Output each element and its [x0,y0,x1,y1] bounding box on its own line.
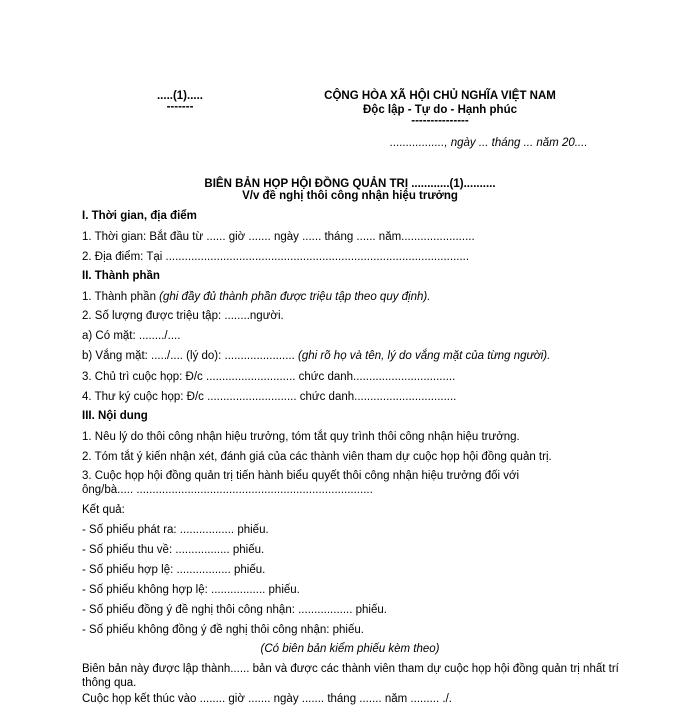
section-heading-content: III. Nội dung [82,410,148,422]
meeting-time: 1. Thời gian: Bắt đầu từ ...... giờ ....... ngày ...... tháng ...... năm....................... [82,231,475,243]
meeting-chair: 3. Chủ trì cuộc họp: Đ/c ............................ chức danh................................ [82,371,456,383]
meeting-secretary: 4. Thư ký cuộc họp: Đ/c ............................ chức danh................................ [82,391,457,403]
country-name: CỘNG HÒA XÃ HỘI CHỦ NGHĨA VIỆT NAM [324,90,556,102]
motto-underline: --------------- [411,115,469,127]
result-label: Kết quả: [82,504,125,516]
result-agree: - Số phiếu đồng ý đề nghị thôi công nhận: ................. phiếu. [82,604,387,616]
present-count: a) Có mặt: ......../.... [82,330,181,342]
meeting-place: 2. Địa điểm: Tại ............................................................................................... [82,251,470,263]
result-invalid: - Số phiếu không hợp lệ: ................. phiếu. [82,584,300,596]
org-code: .....(1)..... [156,90,203,102]
absent-note: (ghi rõ họ và tên, lý do vắng mặt của từng người). [298,350,551,362]
content-item-3: 3. Cuộc họp hội đồng quản trị tiến hành biểu quyết thôi công nhận hiệu trưởng đối với ông/bà..... .......................................................................... [82,470,520,496]
section-heading-time-place: I. Thời gian, địa điểm [82,210,197,222]
members-prefix: 1. Thành phần [82,291,160,303]
date-line: ................., ngày ... tháng ... năm 20.... [390,137,588,149]
national-motto: Độc lập - Tự do - Hạnh phúc [363,104,517,116]
content-item-1: 1. Nêu lý do thôi công nhận hiệu trưởng, tóm tắt quy trình thôi công nhận hiệu trưởng. [82,431,520,443]
meeting-end: Cuộc họp kết thúc vào ........ giờ ....... ngày ....... tháng ....... năm ......... ./. [82,693,452,705]
absent-prefix: b) Vắng mặt: ...../.... (lý do): ...................... [82,350,299,362]
members-note: (ghi đầy đủ thành phần được triệu tập theo quy định). [159,291,431,303]
members-line [82,290,430,304]
closing-statement: Biên bản này được lập thành...... bản và được các thành viên tham dự cuộc họp hội đồng quản trị nhất trí thông qua. [82,663,619,689]
result-disagree: - Số phiếu không đồng ý đề nghị thôi công nhận: phiếu. [82,624,364,636]
result-valid: - Số phiếu hợp lệ: ................. phiếu. [82,564,266,576]
org-underline: ------- [166,101,194,113]
section-heading-members: II. Thành phần [82,270,160,282]
document-subject: V/v đề nghị thôi công nhận hiệu trưởng [242,190,458,202]
result-issued: - Số phiếu phát ra: ................. phiếu. [82,524,269,536]
result-collected: - Số phiếu thu về: ................. phiếu. [82,544,265,556]
document-title: BIÊN BẢN HỌP HỘI ĐỒNG QUẢN TRỊ ............(1).......... [204,178,496,190]
summoned-count: 2. Số lượng được triệu tập: ........người. [82,310,284,322]
attachment-note: (Có biên bản kiểm phiếu kèm theo) [260,643,440,655]
absent-line [82,349,550,363]
content-item-2: 2. Tóm tắt ý kiến nhận xét, đánh giá của các thành viên tham dự cuộc họp hội đồng quản trị. [82,451,552,463]
